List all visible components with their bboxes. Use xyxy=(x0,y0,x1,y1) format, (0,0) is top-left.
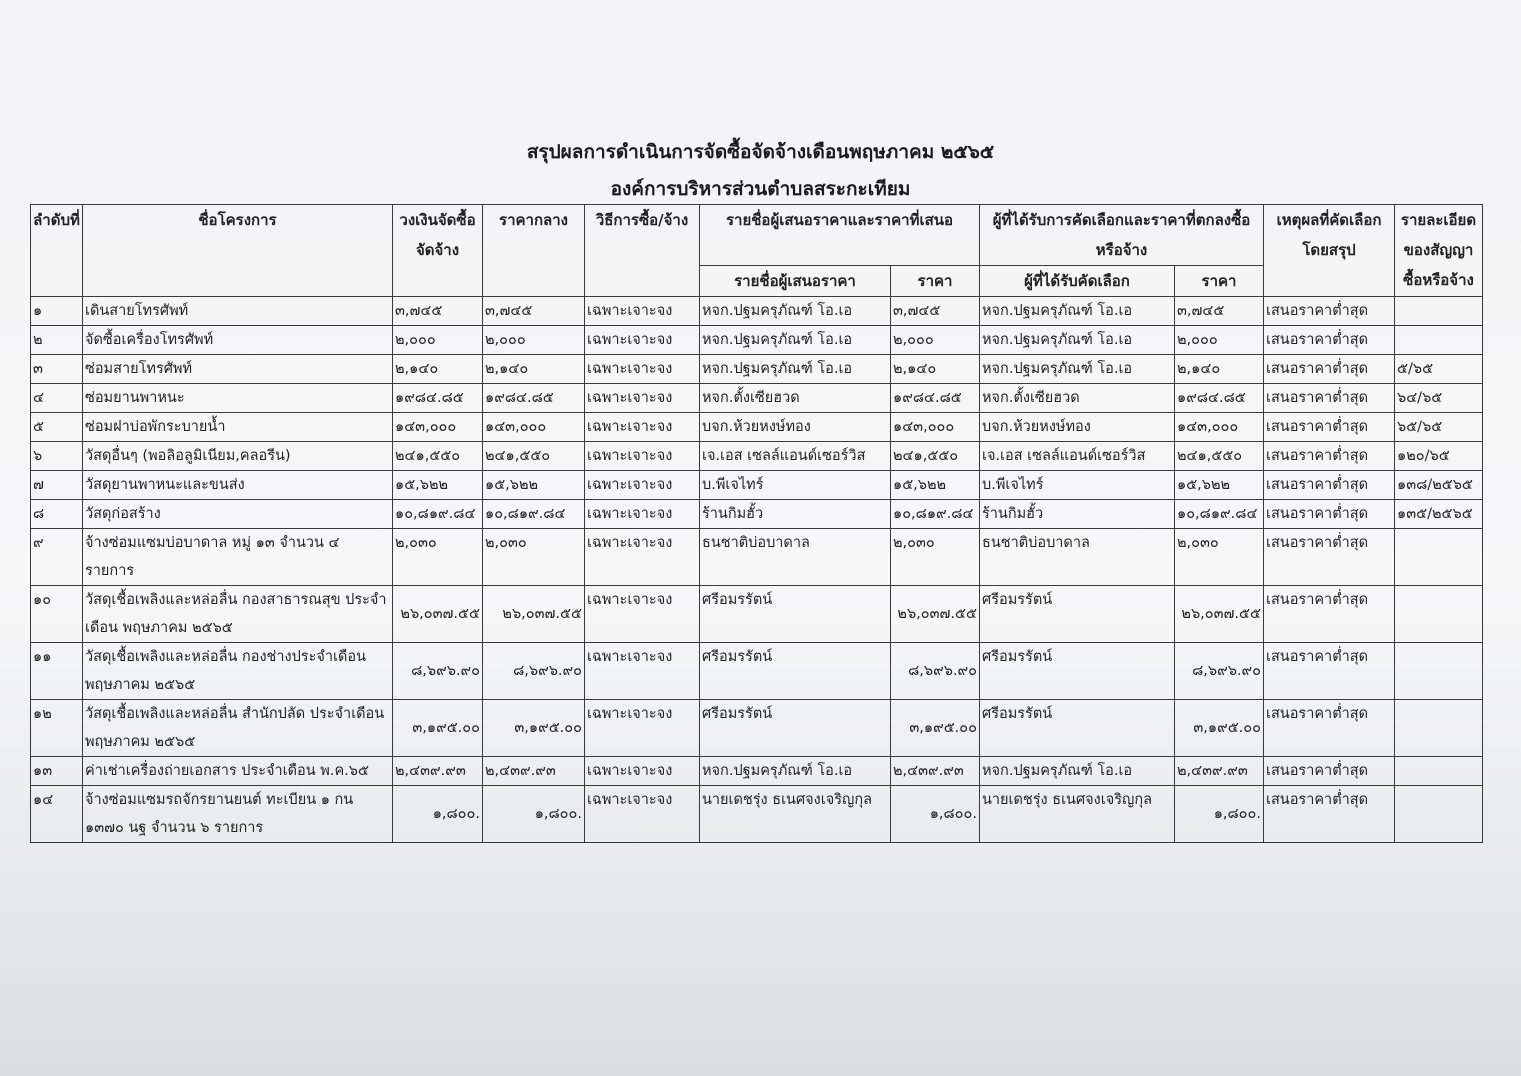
bidder-name: ร้านกิมฮั้ว xyxy=(700,500,891,529)
procurement-method: เฉพาะเจาะจง xyxy=(585,643,700,700)
winner-name: บ.พีเจไทร์ xyxy=(980,471,1175,500)
bid-price: ๓,๗๔๕ xyxy=(891,297,980,326)
row-number: ๒ xyxy=(31,326,83,355)
median-price: ๑,๘๐๐. xyxy=(483,786,585,843)
table-row xyxy=(31,757,1483,786)
selection-reason: เสนอราคาต่ำสุด xyxy=(1264,297,1395,326)
winning-price: ๓,๗๔๕ xyxy=(1175,297,1264,326)
winning-price: ๒,๔๓๙.๙๓ xyxy=(1175,757,1264,786)
bidder-name: หจก.ปฐมครุภัณฑ์ โอ.เอ xyxy=(700,297,891,326)
row-number: ๓ xyxy=(31,355,83,384)
winning-price: ๒๖,๐๓๗.๕๕ xyxy=(1175,586,1264,643)
project-name: ซ่อมสายโทรศัพท์ xyxy=(83,355,393,384)
header-bidder-price: ราคา xyxy=(891,266,980,297)
budget-amount: ๑,๘๐๐. xyxy=(393,786,483,843)
row-number: ๑๔ xyxy=(31,786,83,843)
budget-amount: ๒๖,๐๓๗.๕๕ xyxy=(393,586,483,643)
contract-number: ๖๔/๖๕ xyxy=(1395,384,1483,413)
winner-name: ศรีอมรรัตน์ xyxy=(980,586,1175,643)
median-price: ๑๙๘๔.๘๕ xyxy=(483,384,585,413)
header-bidder-name: รายชื่อผู้เสนอราคา xyxy=(700,266,891,297)
bid-price: ๒๖,๐๓๗.๕๕ xyxy=(891,586,980,643)
median-price: ๑๔๓,๐๐๐ xyxy=(483,413,585,442)
row-number: ๙ xyxy=(31,529,83,586)
contract-number xyxy=(1395,586,1483,643)
winner-name: หจก.ปฐมครุภัณฑ์ โอ.เอ xyxy=(980,326,1175,355)
table-row xyxy=(31,500,1483,529)
budget-amount: ๘,๖๙๖.๙๐ xyxy=(393,643,483,700)
bidder-name: ธนชาติบ่อบาดาล xyxy=(700,529,891,586)
bidder-name: ศรีอมรรัตน์ xyxy=(700,700,891,757)
winner-name: ร้านกิมฮั้ว xyxy=(980,500,1175,529)
budget-amount: ๒,๐๓๐ xyxy=(393,529,483,586)
median-price: ๑๕,๖๒๒ xyxy=(483,471,585,500)
row-number: ๔ xyxy=(31,384,83,413)
winning-price: ๘,๖๙๖.๙๐ xyxy=(1175,643,1264,700)
table-row xyxy=(31,355,1483,384)
table-row xyxy=(31,700,1483,757)
bid-price: ๑๔๓,๐๐๐ xyxy=(891,413,980,442)
table-row xyxy=(31,326,1483,355)
budget-amount: ๑๔๓,๐๐๐ xyxy=(393,413,483,442)
budget-amount: ๒,๑๔๐ xyxy=(393,355,483,384)
row-number: ๑๐ xyxy=(31,586,83,643)
contract-number: ๕/๖๕ xyxy=(1395,355,1483,384)
selection-reason: เสนอราคาต่ำสุด xyxy=(1264,326,1395,355)
winner-name: หจก.ปฐมครุภัณฑ์ โอ.เอ xyxy=(980,297,1175,326)
project-name: วัสดุยานพาหนะและขนส่ง xyxy=(83,471,393,500)
winning-price: ๒,๑๔๐ xyxy=(1175,355,1264,384)
median-price: ๒,๐๐๐ xyxy=(483,326,585,355)
budget-amount: ๓,๗๔๕ xyxy=(393,297,483,326)
bid-price: ๒,๐๓๐ xyxy=(891,529,980,586)
procurement-method: เฉพาะเจาะจง xyxy=(585,500,700,529)
contract-number: ๑๒๐/๖๕ xyxy=(1395,442,1483,471)
selection-reason: เสนอราคาต่ำสุด xyxy=(1264,786,1395,843)
procurement-summary-table xyxy=(30,204,1483,843)
winner-name: บจก.ห้วยหงษ์ทอง xyxy=(980,413,1175,442)
winner-name: ศรีอมรรัตน์ xyxy=(980,700,1175,757)
row-number: ๑๑ xyxy=(31,643,83,700)
bidder-name: บจก.ห้วยหงษ์ทอง xyxy=(700,413,891,442)
bidder-name: หจก.ปฐมครุภัณฑ์ โอ.เอ xyxy=(700,757,891,786)
row-number: ๑๒ xyxy=(31,700,83,757)
table-row xyxy=(31,297,1483,326)
bid-price: ๑,๘๐๐. xyxy=(891,786,980,843)
winning-price: ๑,๘๐๐. xyxy=(1175,786,1264,843)
median-price: ๒,๐๓๐ xyxy=(483,529,585,586)
budget-amount: ๒๔๑,๕๕๐ xyxy=(393,442,483,471)
median-price: ๑๐,๘๑๙.๘๔ xyxy=(483,500,585,529)
table-row xyxy=(31,643,1483,700)
organization-name: องค์การบริหารส่วนตำบลสระกะเทียม xyxy=(610,178,911,200)
document-title: สรุปผลการดำเนินการจัดซื้อจัดจ้างเดือนพฤษภาคม ๒๕๖๕ xyxy=(526,141,995,163)
winner-name: นายเดชรุ่ง ธเนศจงเจริญกุล xyxy=(980,786,1175,843)
median-price: ๓,๑๙๕.๐๐ xyxy=(483,700,585,757)
row-number: ๕ xyxy=(31,413,83,442)
winner-name: หจก.ปฐมครุภัณฑ์ โอ.เอ xyxy=(980,757,1175,786)
bidder-name: ศรีอมรรัตน์ xyxy=(700,643,891,700)
median-price: ๘,๖๙๖.๙๐ xyxy=(483,643,585,700)
contract-number: ๖๕/๖๕ xyxy=(1395,413,1483,442)
table-row xyxy=(31,442,1483,471)
winning-price: ๒,๐๐๐ xyxy=(1175,326,1264,355)
selection-reason: เสนอราคาต่ำสุด xyxy=(1264,471,1395,500)
table-row xyxy=(31,529,1483,586)
bidder-name: บ.พีเจไทร์ xyxy=(700,471,891,500)
winning-price: ๑๙๘๔.๘๕ xyxy=(1175,384,1264,413)
row-number: ๑ xyxy=(31,297,83,326)
winning-price: ๑๕,๖๒๒ xyxy=(1175,471,1264,500)
bid-price: ๑๐,๘๑๙.๘๔ xyxy=(891,500,980,529)
winner-name: ธนชาติบ่อบาดาล xyxy=(980,529,1175,586)
project-name: วัสดุเชื้อเพลิงและหล่อลื่น กองสาธารณสุข ประจำเดือน พฤษภาคม ๒๕๖๕ xyxy=(83,586,393,643)
project-name: วัสดุเชื้อเพลิงและหล่อลื่น สำนักปลัด ประจำเดือน พฤษภาคม ๒๕๖๕ xyxy=(83,700,393,757)
selection-reason: เสนอราคาต่ำสุด xyxy=(1264,500,1395,529)
procurement-method: เฉพาะเจาะจง xyxy=(585,586,700,643)
contract-number xyxy=(1395,297,1483,326)
winner-name: หจก.ตั้งเซียฮวด xyxy=(980,384,1175,413)
project-name: จ้างซ่อมแซมรถจักรยานยนต์ ทะเบียน ๑ กน ๑๓๗๐ นฐ จำนวน ๖ รายการ xyxy=(83,786,393,843)
procurement-method: เฉพาะเจาะจง xyxy=(585,757,700,786)
table-row xyxy=(31,384,1483,413)
table-row xyxy=(31,413,1483,442)
selection-reason: เสนอราคาต่ำสุด xyxy=(1264,700,1395,757)
bid-price: ๓,๑๙๕.๐๐ xyxy=(891,700,980,757)
bidder-name: ศรีอมรรัตน์ xyxy=(700,586,891,643)
winner-name: เจ.เอส เซลล์แอนด์เซอร์วิส xyxy=(980,442,1175,471)
median-price: ๒๖,๐๓๗.๕๕ xyxy=(483,586,585,643)
header-project: ชื่อโครงการ xyxy=(83,205,393,297)
bidder-name: นายเดชรุ่ง ธเนศจงเจริญกุล xyxy=(700,786,891,843)
bid-price: ๑๙๘๔.๘๕ xyxy=(891,384,980,413)
selection-reason: เสนอราคาต่ำสุด xyxy=(1264,586,1395,643)
procurement-method: เฉพาะเจาะจง xyxy=(585,384,700,413)
project-name: ค่าเช่าเครื่องถ่ายเอกสาร ประจำเดือน พ.ค.๖๕ xyxy=(83,757,393,786)
winning-price: ๓,๑๙๕.๐๐ xyxy=(1175,700,1264,757)
project-name: วัสดุเชื้อเพลิงและหล่อลื่น กองช่างประจำเดือน พฤษภาคม ๒๕๖๕ xyxy=(83,643,393,700)
header-median-price: ราคากลาง xyxy=(483,205,585,297)
procurement-method: เฉพาะเจาะจง xyxy=(585,413,700,442)
bidder-name: เจ.เอส เซลล์แอนด์เซอร์วิส xyxy=(700,442,891,471)
budget-amount: ๑๕,๖๒๒ xyxy=(393,471,483,500)
bidder-name: หจก.ตั้งเซียฮวด xyxy=(700,384,891,413)
contract-number xyxy=(1395,643,1483,700)
table-row xyxy=(31,586,1483,643)
median-price: ๓,๗๔๕ xyxy=(483,297,585,326)
table-row xyxy=(31,786,1483,843)
budget-amount: ๑๐,๘๑๙.๘๔ xyxy=(393,500,483,529)
bid-price: ๒,๔๓๙.๙๓ xyxy=(891,757,980,786)
winning-price: ๑๐,๘๑๙.๘๔ xyxy=(1175,500,1264,529)
selection-reason: เสนอราคาต่ำสุด xyxy=(1264,442,1395,471)
procurement-method: เฉพาะเจาะจง xyxy=(585,529,700,586)
winner-name: ศรีอมรรัตน์ xyxy=(980,643,1175,700)
header-winner-price: ราคา xyxy=(1175,266,1264,297)
project-name: เดินสายโทรศัพท์ xyxy=(83,297,393,326)
procurement-method: เฉพาะเจาะจง xyxy=(585,297,700,326)
procurement-method: เฉพาะเจาะจง xyxy=(585,355,700,384)
budget-amount: ๒,๐๐๐ xyxy=(393,326,483,355)
budget-amount: ๓,๑๙๕.๐๐ xyxy=(393,700,483,757)
contract-number xyxy=(1395,757,1483,786)
median-price: ๒,๑๔๐ xyxy=(483,355,585,384)
selection-reason: เสนอราคาต่ำสุด xyxy=(1264,384,1395,413)
row-number: ๗ xyxy=(31,471,83,500)
selection-reason: เสนอราคาต่ำสุด xyxy=(1264,643,1395,700)
contract-number xyxy=(1395,786,1483,843)
bid-price: ๑๕,๖๒๒ xyxy=(891,471,980,500)
header-bidders: รายชื่อผู้เสนอราคาและราคาที่เสนอ xyxy=(700,205,980,266)
header-contract: รายละเอียดของสัญญาซื้อหรือจ้าง xyxy=(1395,205,1483,297)
row-number: ๖ xyxy=(31,442,83,471)
median-price: ๒,๔๓๙.๙๓ xyxy=(483,757,585,786)
selection-reason: เสนอราคาต่ำสุด xyxy=(1264,529,1395,586)
project-name: ซ่อมฝาบ่อพักระบายน้ำ xyxy=(83,413,393,442)
row-number: ๘ xyxy=(31,500,83,529)
contract-number: ๑๓๘/๒๕๖๕ xyxy=(1395,471,1483,500)
bidder-name: หจก.ปฐมครุภัณฑ์ โอ.เอ xyxy=(700,326,891,355)
budget-amount: ๑๙๘๔.๘๕ xyxy=(393,384,483,413)
winning-price: ๒๔๑,๕๕๐ xyxy=(1175,442,1264,471)
contract-number xyxy=(1395,700,1483,757)
header-budget: วงเงินจัดซื้อจัดจ้าง xyxy=(393,205,483,297)
median-price: ๒๔๑,๕๕๐ xyxy=(483,442,585,471)
bidder-name: หจก.ปฐมครุภัณฑ์ โอ.เอ xyxy=(700,355,891,384)
procurement-method: เฉพาะเจาะจง xyxy=(585,442,700,471)
project-name: จ้างซ่อมแซมบ่อบาดาล หมู่ ๑๓ จำนวน ๔ รายการ xyxy=(83,529,393,586)
contract-number: ๑๓๕/๒๕๖๕ xyxy=(1395,500,1483,529)
budget-amount: ๒,๔๓๙.๙๓ xyxy=(393,757,483,786)
row-number: ๑๓ xyxy=(31,757,83,786)
project-name: วัสดุก่อสร้าง xyxy=(83,500,393,529)
procurement-method: เฉพาะเจาะจง xyxy=(585,326,700,355)
procurement-method: เฉพาะเจาะจง xyxy=(585,786,700,843)
project-name: จัดซื้อเครื่องโทรศัพท์ xyxy=(83,326,393,355)
project-name: ซ่อมยานพาหนะ xyxy=(83,384,393,413)
selection-reason: เสนอราคาต่ำสุด xyxy=(1264,355,1395,384)
winning-price: ๒,๐๓๐ xyxy=(1175,529,1264,586)
bid-price: ๘,๖๙๖.๙๐ xyxy=(891,643,980,700)
winner-name: หจก.ปฐมครุภัณฑ์ โอ.เอ xyxy=(980,355,1175,384)
header-winner-name: ผู้ที่ได้รับคัดเลือก xyxy=(980,266,1175,297)
bid-price: ๒,๐๐๐ xyxy=(891,326,980,355)
header-winner-group: ผู้ที่ได้รับการคัดเลือกและราคาที่ตกลงซื้อหรือจ้าง xyxy=(980,205,1264,266)
selection-reason: เสนอราคาต่ำสุด xyxy=(1264,757,1395,786)
contract-number xyxy=(1395,326,1483,355)
header-method: วิธีการซื้อ/จ้าง xyxy=(585,205,700,297)
header-no: ลำดับที่ xyxy=(31,205,83,297)
procurement-method: เฉพาะเจาะจง xyxy=(585,700,700,757)
bid-price: ๒,๑๔๐ xyxy=(891,355,980,384)
table-row xyxy=(31,471,1483,500)
winning-price: ๑๔๓,๐๐๐ xyxy=(1175,413,1264,442)
header-reason: เหตุผลที่คัดเลือกโดยสรุป xyxy=(1264,205,1395,297)
project-name: วัสดุอื่นๆ (พอลิอลูมิเนียม,คลอรีน) xyxy=(83,442,393,471)
contract-number xyxy=(1395,529,1483,586)
procurement-method: เฉพาะเจาะจง xyxy=(585,471,700,500)
selection-reason: เสนอราคาต่ำสุด xyxy=(1264,413,1395,442)
bid-price: ๒๔๑,๕๕๐ xyxy=(891,442,980,471)
